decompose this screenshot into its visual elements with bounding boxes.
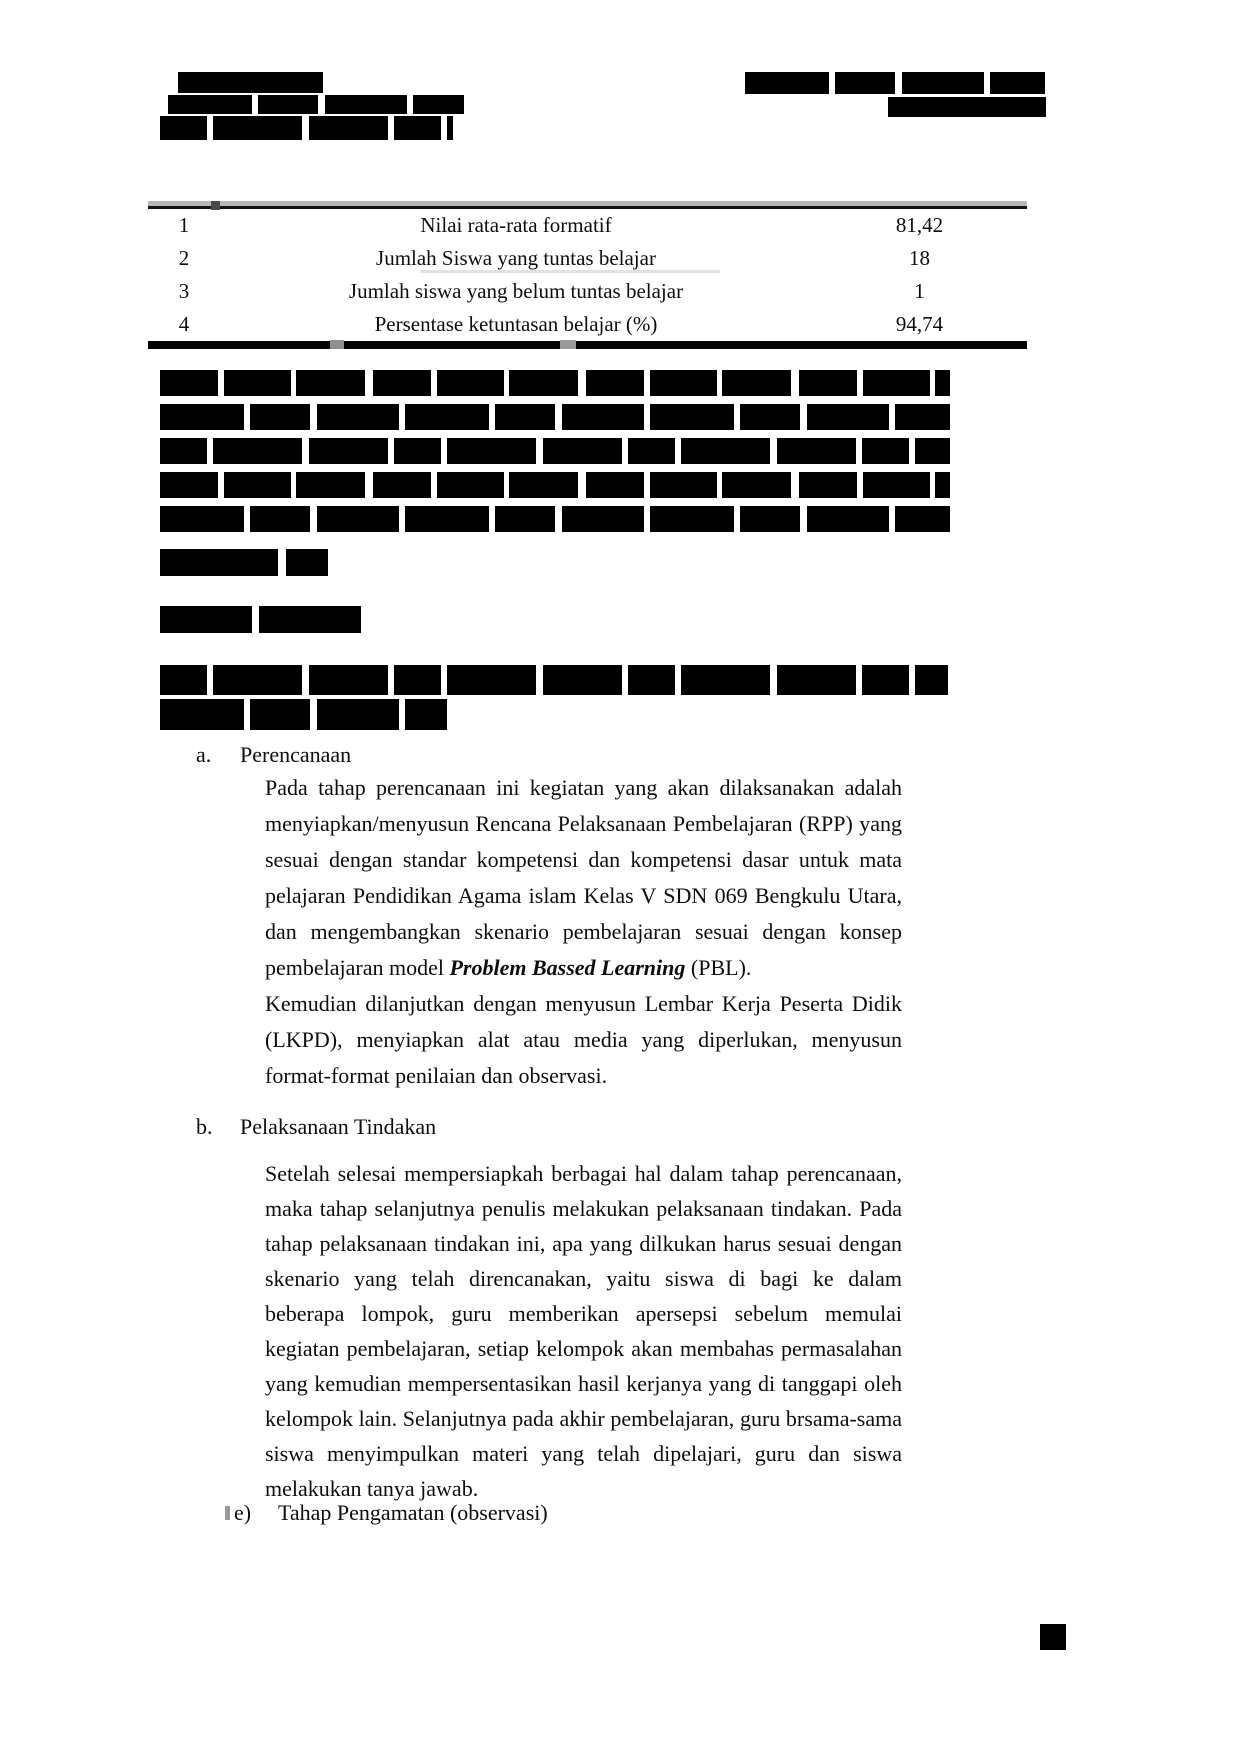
- redacted-page-number: [1040, 1624, 1066, 1650]
- emphasized-term: Problem Bassed Learning: [449, 955, 686, 980]
- redacted-heading: [160, 606, 361, 633]
- scan-artifact: [560, 340, 576, 349]
- row-number: 1: [178, 213, 190, 237]
- row-value: 1: [914, 279, 925, 303]
- redacted-text-line: [160, 370, 950, 396]
- list-item-b: [196, 1114, 436, 1140]
- list-marker: a.: [196, 742, 212, 767]
- row-label: Jumlah siswa yang belum tuntas belajar: [348, 279, 684, 303]
- score-table: [148, 206, 1027, 349]
- scan-artifact: [211, 201, 220, 210]
- table-row: [148, 209, 1027, 242]
- scan-artifact: [420, 270, 720, 273]
- row-number: 2: [178, 246, 190, 270]
- redacted-text-line: [160, 472, 950, 498]
- redacted-text-line: [160, 506, 950, 532]
- redacted-text-line: [160, 404, 950, 430]
- row-label: Jumlah Siswa yang tuntas belajar: [376, 246, 656, 270]
- paragraph-text: (PBL).: [685, 955, 752, 980]
- redacted-text-line: [160, 699, 447, 730]
- redacted-header-line: [178, 72, 323, 93]
- list-item-e: [234, 1500, 548, 1526]
- scan-artifact: [330, 340, 344, 349]
- list-item-label: Tahap Pengamatan (observasi): [278, 1500, 548, 1525]
- paragraph-planning-2: Kemudian dilanjutkan dengan menyusun Lembar Kerja Peserta Didik (LKPD), menyiapkan alat atau media yang diperlukan, menyusun format-format penilaian dan observasi.: [265, 991, 902, 1088]
- paragraph-implementation: Setelah selesai mempersiapkah berbagai hal dalam tahap perencanaan, maka tahap selanjutnya penulis melakukan pelaksanaan tindakan. Pada tahap pelaksanaan tindakan ini, apa yang dilkukan harus sesuai dengan skenario yang telah direncanakan, yaitu siswa di bagi ke dalam beberapa lompok, guru memberikan apersepsi sebelum memulai kegiatan pembelajaran, setiap kelompok akan membahas permasalahan yang kemudian mempersentasikan hasil kerjanya yang di tanggapi oleh kelompok lain. Selanjutnya pada akhir pembelajaran, guru brsama-sama siswa menyimpulkan materi yang telah dipelajari, guru dan siswa melakukan tanya jawab.: [265, 1161, 902, 1501]
- table-row: [148, 308, 1027, 341]
- planning-paragraphs: [265, 770, 902, 1094]
- redacted-header-line: [888, 97, 1046, 117]
- redacted-text-line: [160, 549, 328, 576]
- row-value: 81,42: [895, 213, 944, 237]
- list-marker: b.: [196, 1114, 213, 1139]
- paragraph-planning-1: [265, 770, 902, 986]
- list-marker: e): [234, 1500, 252, 1525]
- list-item-a: [196, 742, 351, 768]
- row-number: 3: [178, 279, 190, 303]
- row-label: Persentase ketuntasan belajar (%): [374, 312, 658, 336]
- redacted-header-line: [745, 72, 1045, 94]
- list-item-label: Perencanaan: [240, 742, 352, 767]
- list-item-label: Pelaksanaan Tindakan: [240, 1114, 437, 1139]
- redacted-text-line: [160, 438, 950, 464]
- row-value: 18: [909, 246, 930, 270]
- scan-artifact: [225, 1506, 230, 1520]
- row-number: 4: [178, 312, 190, 336]
- row-value: 94,74: [895, 312, 944, 336]
- redacted-header-line: [168, 95, 464, 114]
- redacted-text-line: [160, 665, 948, 695]
- paragraph-text: Pada tahap perencanaan ini kegiatan yang akan dilaksanakan adalah menyiapkan/menyusun Rencana Pelaksanaan Pembelajaran (RPP) yang sesuai dengan standar kompetensi dan kompetensi dasar untuk mata pelajaran Pendidikan Agama islam Kelas V SDN 069 Bengkulu Utara, dan mengembangkan skenario pembelajaran sesuai dengan konsep pembelajaran model: [265, 775, 902, 980]
- table-row: [148, 275, 1027, 308]
- redacted-header-line: [160, 116, 453, 140]
- row-label: Nilai rata-rata formatif: [420, 213, 612, 237]
